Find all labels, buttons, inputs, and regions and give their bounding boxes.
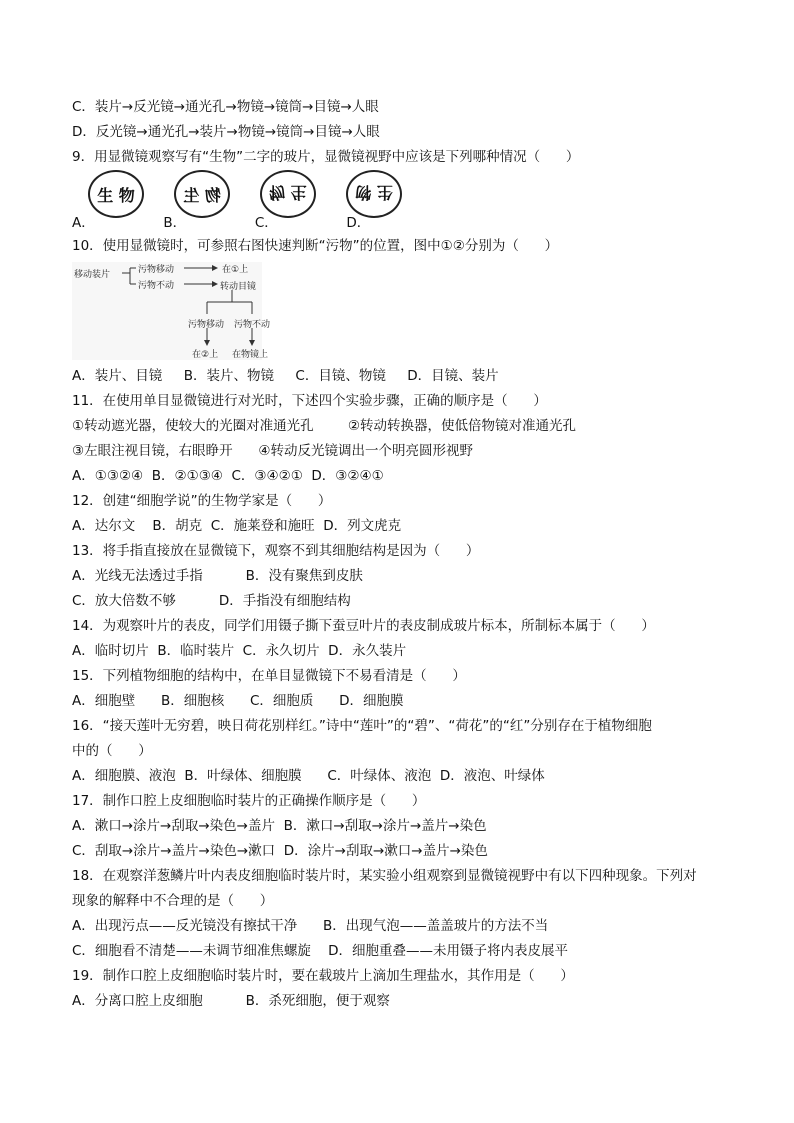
q12-options: A．达尔文 B．胡克 C．施莱登和施旺 D．列文虎克: [72, 518, 402, 534]
question-18: 18．在观察洋葱鳞片叶内表皮细胞临时装片时，某实验小组观察到显微镜视野中有以下四种现象。下列对: [72, 868, 697, 884]
q15-options: A．细胞壁 B．细胞核 C．细胞质 D．细胞膜: [72, 693, 404, 709]
question-17: 17．制作口腔上皮细胞临时装片的正确操作顺序是（ ）: [72, 793, 426, 809]
flow-branch2-action: 转动目镜: [220, 282, 257, 292]
question-10: 10．使用显微镜时，可参照右图快速判断“污物”的位置，图中①②分别为（ ）: [72, 238, 559, 254]
circle-a: 生 物: [88, 170, 144, 218]
flow-sub1-result: 在②上: [192, 350, 219, 360]
q19-options: A．分离口腔上皮细胞 B．杀死细胞，便于观察: [72, 993, 390, 1009]
flow-branch2: 污物不动: [138, 281, 175, 291]
question-13: 13．将手指直接放在显微镜下，观察不到其细胞结构是因为（ ）: [72, 543, 480, 559]
q10-flowchart: [72, 262, 271, 360]
q11-step-line: ①转动遮光器，使较大的光圈对准通光孔 ②转动转换器，使低倍物镜对准通光孔: [72, 418, 577, 434]
q11-options: A．①③②④ B．②①③④ C．③④②① D．③②④①: [72, 468, 384, 484]
question-12: 12．创建“细胞学说”的生物学家是（ ）: [72, 493, 332, 509]
q18-options: A．出现污点——反光镜没有擦拭干净 B．出现气泡——盖盖玻片的方法不当: [72, 918, 549, 934]
question-14: 14．为观察叶片的表皮，同学们用镊子撕下蚕豆叶片的表皮制成玻片标本，所制标本属于（ ）: [72, 618, 655, 634]
question-16-cont: 中的（ ）: [72, 743, 152, 759]
q9-options: A． B． C． D．: [72, 215, 371, 231]
circle-b: 物 生: [174, 170, 230, 218]
flow-root: 移动装片: [74, 270, 111, 280]
q16-options: A．细胞膜、液泡 B．叶绿体、细胞膜 C．叶绿体、液泡 D．液泡、叶绿体: [72, 768, 545, 784]
question-18-cont: 现象的解释中不合理的是（ ）: [72, 893, 274, 909]
option-line: D．反光镜→通光孔→装片→物镜→镜筒→目镜→人眼: [72, 124, 380, 140]
flow-branch1: 污物移动: [138, 265, 175, 275]
q13-options: A．光线无法透过手指 B．没有聚焦到皮肤: [72, 568, 363, 584]
flow-sub1: 污物移动: [188, 320, 225, 330]
q17-options: C．刮取→涂片→盖片→染色→漱口 D．涂片→刮取→漱口→盖片→染色: [72, 843, 488, 859]
flow-sub2: 污物不动: [234, 320, 271, 330]
question-11: 11．在使用单目显微镜进行对光时，下述四个实验步骤，正确的顺序是（ ）: [72, 393, 547, 409]
question-9: 9．用显微镜观察写有“生物”二字的玻片，显微镜视野中应该是下列哪种情况（ ）: [72, 149, 580, 165]
q10-options: A．装片、目镜 B．装片、物镜 C．目镜、物镜 D．目镜、装片: [72, 368, 499, 384]
circle-d: 生 物: [346, 170, 402, 218]
q13-options: C．放大倍数不够 D．手指没有细胞结构: [72, 593, 351, 609]
q18-options: C．细胞看不清楚——未调节细准焦螺旋 D．细胞重叠——未用镊子将内表皮展平: [72, 943, 568, 959]
question-15: 15．下列植物细胞的结构中，在单目显微镜下不易看清是（ ）: [72, 668, 466, 684]
q14-options: A．临时切片 B．临时装片 C．永久切片 D．永久装片: [72, 643, 407, 659]
question-16: 16．“接天莲叶无穷碧，映日荷花别样红。”诗中“莲叶”的“碧”、“荷花”的“红”分别存在于植物细胞: [72, 718, 652, 734]
q17-options: A．漱口→涂片→刮取→染色→盖片 B．漱口→刮取→涂片→盖片→染色: [72, 818, 487, 834]
flow-sub2-result: 在物镜上: [232, 350, 269, 360]
circle-c: 物 生: [260, 170, 316, 218]
q11-step-line: ③左眼注视目镜，右眼睁开 ④转动反光镜调出一个明亮圆形视野: [72, 443, 473, 459]
option-line: C．装片→反光镜→通光孔→物镜→镜筒→目镜→人眼: [72, 99, 379, 115]
flow-branch1-result: 在①上: [222, 265, 249, 275]
question-19: 19．制作口腔上皮细胞临时装片时，要在载玻片上滴加生理盐水，其作用是（ ）: [72, 968, 574, 984]
